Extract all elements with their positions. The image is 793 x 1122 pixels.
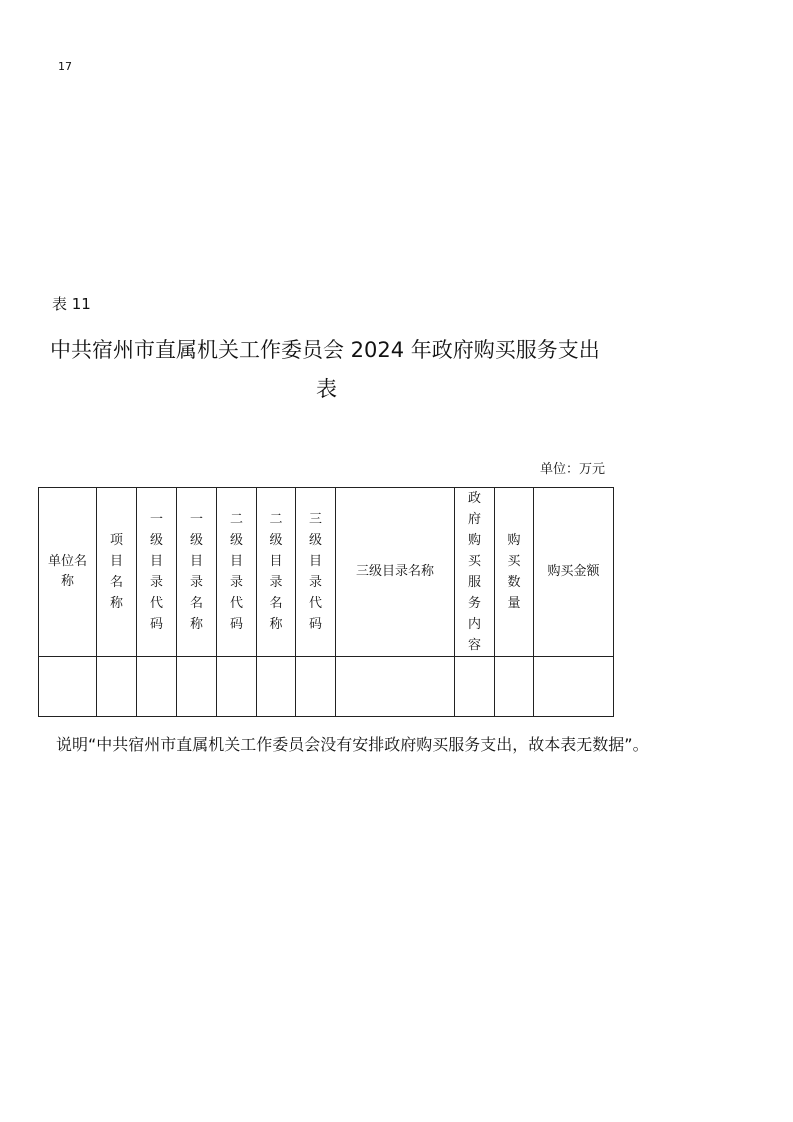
header-quantity (495, 488, 534, 657)
page-title-line-2: 表 (316, 377, 337, 401)
header-label: 购买金额 (547, 564, 600, 579)
table-cell (296, 657, 336, 717)
table-cell (137, 657, 177, 717)
header-project-name (97, 488, 137, 657)
header-level3-code (296, 488, 336, 657)
table-cell (534, 657, 614, 717)
header-level3-name (336, 488, 455, 657)
header-label: 单位名称 (47, 554, 87, 589)
purchase-services-table (38, 487, 614, 717)
table-cell (336, 657, 455, 717)
header-label: 二级目录代码 (229, 512, 243, 632)
header-label: 三级目录名称 (355, 564, 434, 579)
header-amount (534, 488, 614, 657)
table-label: 表 11 (52, 295, 91, 313)
table-cell (495, 657, 534, 717)
header-label: 一级目录代码 (149, 512, 163, 632)
header-label: 二级目录名称 (269, 512, 283, 632)
header-label: 项目名称 (109, 533, 123, 611)
unit-label: 单位：万元 (540, 462, 606, 477)
page-title-line-1: 中共宿州市直属机关工作委员会 2024 年政府购买服务支出 (50, 338, 600, 362)
header-level1-code (137, 488, 177, 657)
header-label: 三级目录代码 (308, 512, 322, 632)
header-level2-code (217, 488, 257, 657)
header-service-content (455, 488, 495, 657)
table-row (39, 657, 614, 717)
page-number: 17 (58, 60, 72, 73)
table-cell (217, 657, 257, 717)
table-cell (39, 657, 97, 717)
header-label: 政府购买服务内容 (467, 491, 481, 653)
table-cell (177, 657, 217, 717)
header-level2-name (257, 488, 296, 657)
header-unit-name (39, 488, 97, 657)
header-label: 一级目录名称 (189, 512, 203, 632)
table-header-row (39, 488, 614, 657)
table-cell (257, 657, 296, 717)
header-level1-name (177, 488, 217, 657)
page-title (50, 336, 615, 403)
table-cell (97, 657, 137, 717)
table-cell (455, 657, 495, 717)
header-label: 购买数量 (507, 533, 521, 611)
explanation-note: 说明“中共宿州市直属机关工作委员会没有安排政府购买服务支出，故本表无数据”。 (56, 735, 649, 754)
